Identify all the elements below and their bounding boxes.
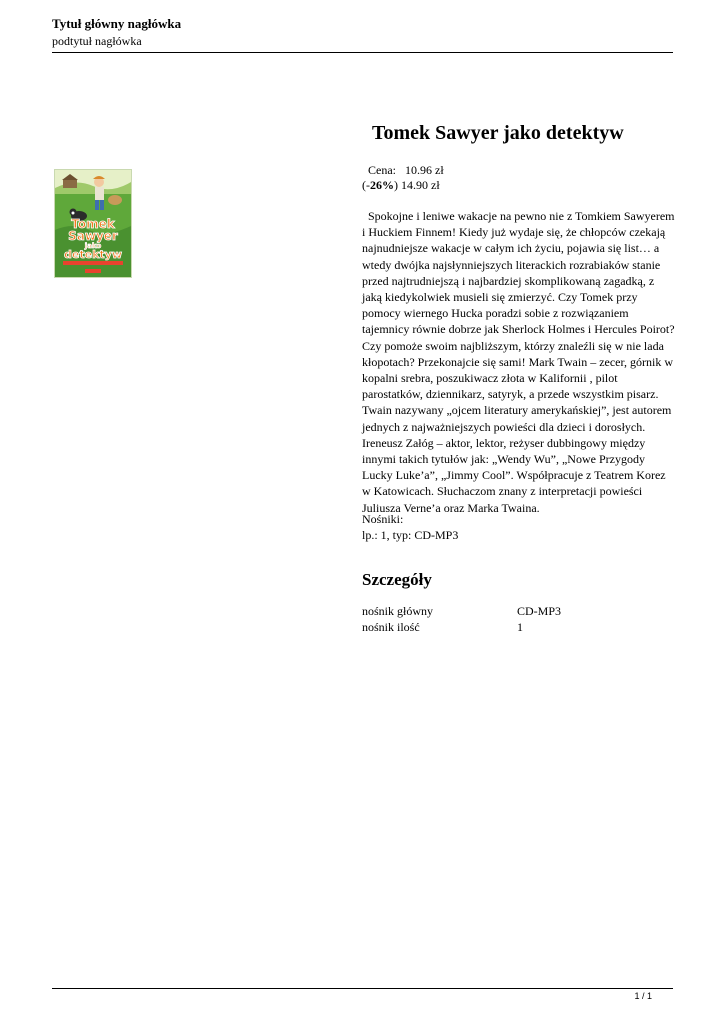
discount-open: (- bbox=[362, 178, 370, 192]
cover-title-line: detektyw bbox=[64, 248, 122, 261]
details-table bbox=[362, 604, 561, 636]
table-row bbox=[362, 620, 561, 636]
header-subtitle: podtytuł nagłówka bbox=[52, 34, 142, 48]
price-value: 10.96 zł bbox=[405, 163, 444, 177]
media-value: lp.: 1, typ: CD-MP3 bbox=[362, 528, 459, 542]
discount-close: ) bbox=[394, 178, 398, 192]
detail-value: CD-MP3 bbox=[517, 604, 562, 618]
detail-value: 1 bbox=[517, 620, 523, 634]
old-price: 14.90 zł bbox=[401, 178, 440, 192]
cover-title-line: Tomek bbox=[71, 217, 115, 231]
detail-key: nośnik ilość bbox=[362, 620, 420, 634]
book-cover-image bbox=[54, 169, 132, 278]
price-line bbox=[368, 163, 444, 178]
page-number: 1 / 1 bbox=[634, 991, 652, 1001]
book-description: Spokojne i leniwe wakacje na pewno nie z Tomkiem Sawyerem i Huckiem Finnem! Kiedy już wydaje się, że chłopców czekają najnudniejsze wakacje w całym ich życiu, pojawia się list… a wtedy dwójka najsłynniejszych literackich rozrabiaków stanie przed najtrudniejszą i najbardziej skomplikowaną zagadką, z jaką kiedykolwiek musieli się zmierzyć. Czy Tomek przy pomocy wiernego Hucka poradzi sobie z rozwiązaniem tajemnicy równie dobrze jak Sherlock Holmes i Hercules Poirot? Czy pomoże swoim najbliższym, którzy znaleźli się w nie lada kłopotach? Przekonajcie się sami! Mark Twain – zecer, górnik w kopalni srebra, poszukiwacz złota w Kalifornii , pilot parostatków, dziennikarz, satyryk, a przede wszystkim pisarz. Twain nazywany „ojcem literatury amerykańskiej”, jest autorem jednych z najważniejszych powieści dla dzieci i dorosłych. Ireneusz Załóg – aktor, lektor, reżyser dubbingowy między innymi takich tytułów jak: „Wendy Wu”, „Nowe Przygody Lucky Luke’a”, „Jimmy Cool”. Współpracuje z Teatrem Korez w Katowicach. Słuchaczom znany z interpretacji powieści Juliusza Verne’a oraz Marka Twaina. bbox=[362, 209, 675, 515]
header-title: Tytuł główny nagłówka bbox=[52, 16, 182, 31]
media-label: Nośniki: bbox=[362, 512, 404, 526]
cover-title-line: Sawyer bbox=[68, 229, 118, 243]
footer-divider bbox=[52, 988, 673, 989]
header-divider bbox=[52, 52, 673, 53]
cover-title-line: jako bbox=[84, 242, 102, 250]
details-heading: Szczegóły bbox=[362, 570, 432, 589]
table-row bbox=[362, 604, 561, 620]
book-title: Tomek Sawyer jako detektyw bbox=[372, 122, 624, 144]
price-label: Cena: bbox=[368, 163, 396, 177]
discount-line bbox=[362, 178, 440, 193]
discount-percent: 26% bbox=[370, 178, 394, 192]
detail-key: nośnik główny bbox=[362, 604, 434, 618]
